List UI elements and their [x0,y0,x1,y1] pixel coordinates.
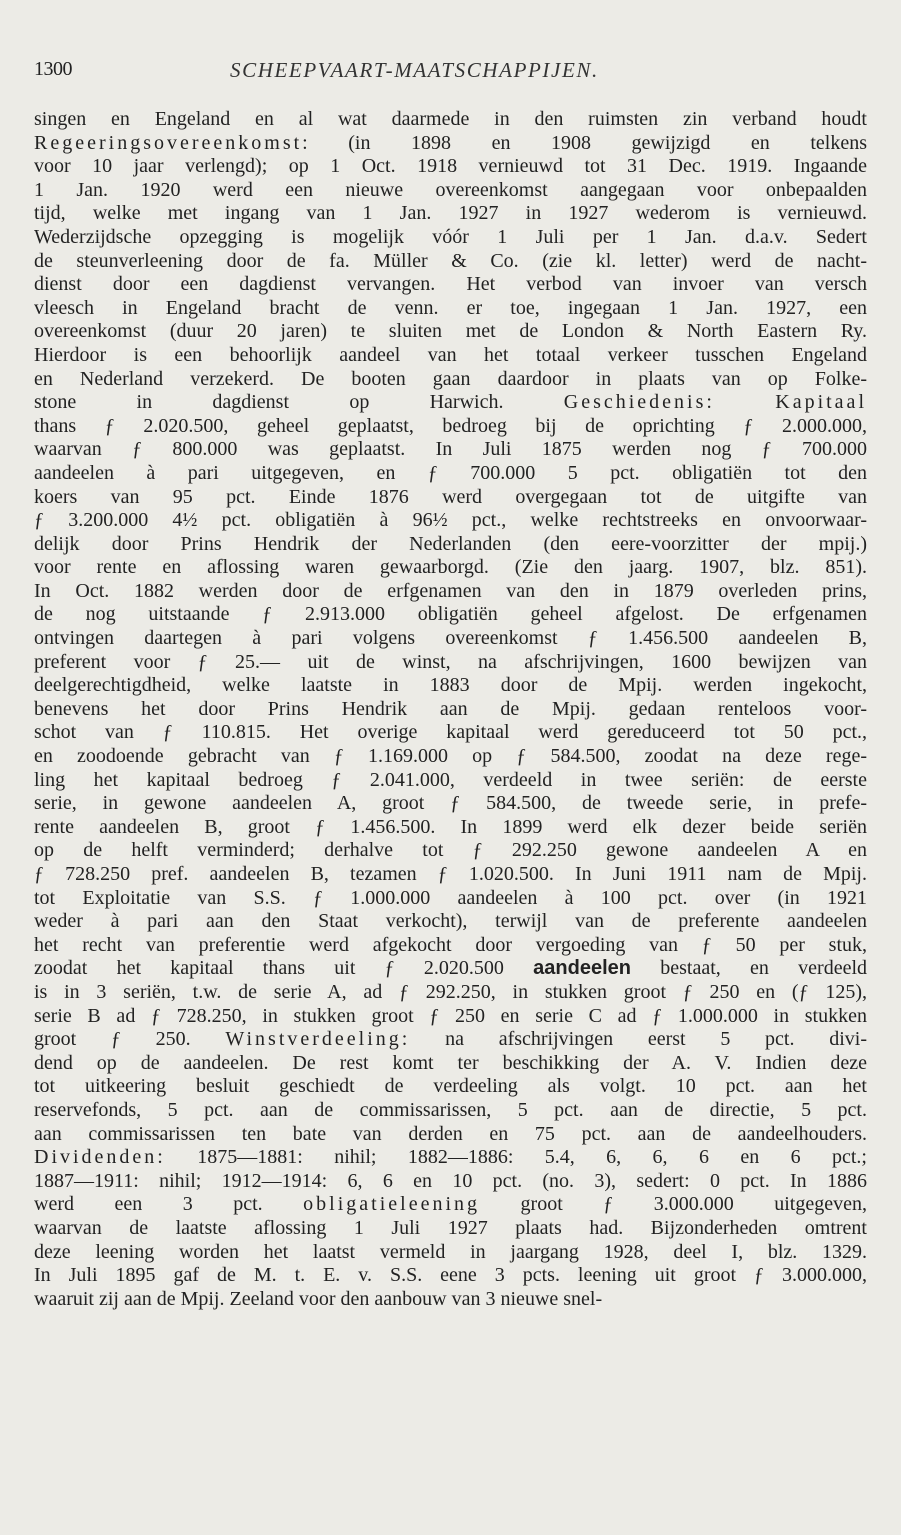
text-line: dend op de aandeelen. De rest komt ter beschikking der A. V. Indien deze [34,1051,867,1074]
text-line: tijd, welke met ingang van 1 Jan. 1927 in 1927 wederom is vernieuwd. [34,202,867,225]
text-line: serie, in gewone aandeelen A, groot ƒ 584.500, de tweede serie, in prefe- [34,792,867,815]
text-line [34,132,867,156]
text-line: deelgerechtigdheid, welke laatste in 1883 door de Mpij. werden ingekocht, [34,674,867,697]
text-run: 1875—1881: nihil; 1882—1886: 5.4, 6, 6, 6 en 6 pct.; [197,1146,867,1169]
text-line: singen en Engeland en al wat daarmede in den ruimsten zin verband houdt [34,108,867,130]
text-line: en zoodoende gebracht van ƒ 1.169.000 op ƒ 584.500, zoodat na deze rege- [34,745,867,768]
text-line: serie B ad ƒ 728.250, in stukken groot ƒ 250 en serie C ad ƒ 1.000.000 in stukken [34,1004,867,1027]
text-line [34,391,867,415]
text-run: werd een 3 pct. [34,1193,263,1216]
text-line: ƒ 3.200.000 4½ pct. obligatiën à 96½ pct., welke rechtstreeks en onvoorwaar- [34,509,867,532]
text-line: delijk door Prins Hendrik der Nederlanden (den eere-voorzitter der mpij.) [34,532,867,555]
spaced-heading: Winstverdeeling: [225,1028,411,1051]
text-line: het recht van preferentie werd afgekocht door vergoeding van ƒ 50 per stuk, [34,933,867,956]
text-run: na afschrijvingen eerst 5 pct. divi- [445,1028,867,1051]
text-line: Wederzijdsche opzegging is mogelijk vóór 1 Juli per 1 Jan. d.a.v. Sedert [34,225,867,248]
text-run: : (in 1898 en 1908 gewijzigd en telkens [302,131,867,154]
text-line: is in 3 seriën, t.w. de serie A, ad ƒ 292.250, in stukken groot ƒ 250 en (ƒ 125), [34,980,867,1003]
text-line: reservefonds, 5 pct. aan de commissarissen, 5 pct. aan de directie, 5 pct. [34,1098,867,1121]
text-line: vleesch in Engeland bracht de venn. er toe, ingegaan 1 Jan. 1927, een [34,296,867,319]
running-title: SCHEEPVAART-MAATSCHAPPIJEN. [230,58,599,82]
emphasized-word: aandeelen [533,957,631,980]
text-line: schot van ƒ 110.815. Het overige kapitaal werd gereduceerd tot 50 pct., [34,721,867,744]
text-line: deze leening worden het laatst vermeld in jaargang 1928, deel I, blz. 1329. [34,1240,867,1263]
spaced-heading: Regeeringsovereenkomst [34,131,303,154]
text-line: weder à pari aan den Staat verkocht), terwijl van de preferente aandeelen [34,910,867,933]
text-line: op de helft verminderd; derhalve tot ƒ 292.250 gewone aandeelen A en [34,839,867,862]
text-line: benevens het door Prins Hendrik aan de Mpij. gedaan renteloos voor- [34,697,867,720]
spaced-heading: obligatieleening [303,1193,481,1216]
text-line: tot Exploitatie van S.S. ƒ 1.000.000 aandeelen à 100 pct. over (in 1921 [34,886,867,909]
text-line: voor rente en aflossing waren gewaarborgd. (Zie den jaarg. 1907, blz. 851). [34,556,867,579]
text-line [34,1146,867,1170]
text-line: dienst door een dagdienst vervangen. Het verbod van invoer van versch [34,273,867,296]
text-run: stone in dagdienst op Harwich. [34,391,504,414]
spaced-heading: Kapitaal [775,391,867,414]
page-number: 1300 [34,58,72,80]
text-line: waaruit zij aan de Mpij. Zeeland voor den aanbouw van 3 nieuwe snel- [34,1287,603,1310]
spaced-heading: Dividenden: [34,1146,166,1169]
text-line: ling het kapitaal bedroeg ƒ 2.041.000, verdeeld in twee seriën: de eerste [34,768,867,791]
text-line: de steunverleening door de fa. Müller & Co. (zie kl. letter) werd de nacht- [34,249,867,272]
text-run: groot ƒ 250. [34,1028,191,1051]
body-text [34,108,867,1311]
text-line: rente aandeelen B, groot ƒ 1.456.500. In 1899 werd elk dezer beide seriën [34,815,867,838]
text-line: aandeelen à pari uitgegeven, en ƒ 700.000 5 pct. obligatiën tot den [34,461,867,484]
text-line: In Oct. 1882 werden door de erfgenamen van den in 1879 overleden prins, [34,579,867,602]
text-line: ƒ 728.250 pref. aandeelen B, tezamen ƒ 1.020.500. In Juni 1911 nam de Mpij. [34,863,867,885]
spaced-heading: Geschiedenis: [563,391,715,414]
text-line [34,1193,867,1217]
text-line: overeenkomst (duur 20 jaren) te sluiten met de London & North Eastern Ry. [34,320,867,343]
text-line: preferent voor ƒ 25.— uit de winst, na afschrijvingen, 1600 bewijzen van [34,650,867,673]
text-line: 1 Jan. 1920 werd een nieuwe overeenkomst aangegaan voor onbepaalden [34,178,867,201]
page-header [34,52,871,88]
text-line [34,1028,867,1052]
text-line: de nog uitstaande ƒ 2.913.000 obligatiën geheel afgelost. De erfgenamen [34,603,867,626]
text-line: thans ƒ 2.020.500, geheel geplaatst, bedroeg bij de oprichting ƒ 2.000.000, [34,414,867,437]
text-line: tot uitkeering besluit geschiedt de verdeeling als volgt. 10 pct. aan het [34,1075,867,1098]
text-line: waarvan de laatste aflossing 1 Juli 1927 plaats had. Bijzonderheden omtrent [34,1216,867,1239]
text-run: groot ƒ 3.000.000 uitgegeven, [520,1193,867,1216]
text-line: en Nederland verzekerd. De booten gaan daardoor in plaats van op Folke- [34,367,867,390]
text-line: 1887—1911: nihil; 1912—1914: 6, 6 en 10 pct. (no. 3), sedert: 0 pct. In 1886 [34,1169,867,1192]
text-run: bestaat, en verdeeld [660,957,868,980]
text-run: zoodat het kapitaal thans uit ƒ 2.020.500 [34,957,504,980]
text-line: Hierdoor is een behoorlijk aandeel van het totaal verkeer tusschen Engeland [34,343,867,366]
text-line: voor 10 jaar verlengd); op 1 Oct. 1918 vernieuwd tot 31 Dec. 1919. Ingaande [34,155,867,178]
text-line [34,957,867,981]
text-line: aan commissarissen ten bate van derden en 75 pct. aan de aandeelhouders. [34,1122,867,1145]
text-line: In Juli 1895 gaf de M. t. E. v. S.S. eene 3 pcts. leening uit groot ƒ 3.000.000, [34,1264,867,1287]
text-line: waarvan ƒ 800.000 was geplaatst. In Juli 1875 werden nog ƒ 700.000 [34,438,867,461]
text-line: koers van 95 pct. Einde 1876 werd overgegaan tot de uitgifte van [34,485,867,508]
text-line: ontvingen daartegen à pari volgens overeenkomst ƒ 1.456.500 aandeelen B, [34,627,867,650]
